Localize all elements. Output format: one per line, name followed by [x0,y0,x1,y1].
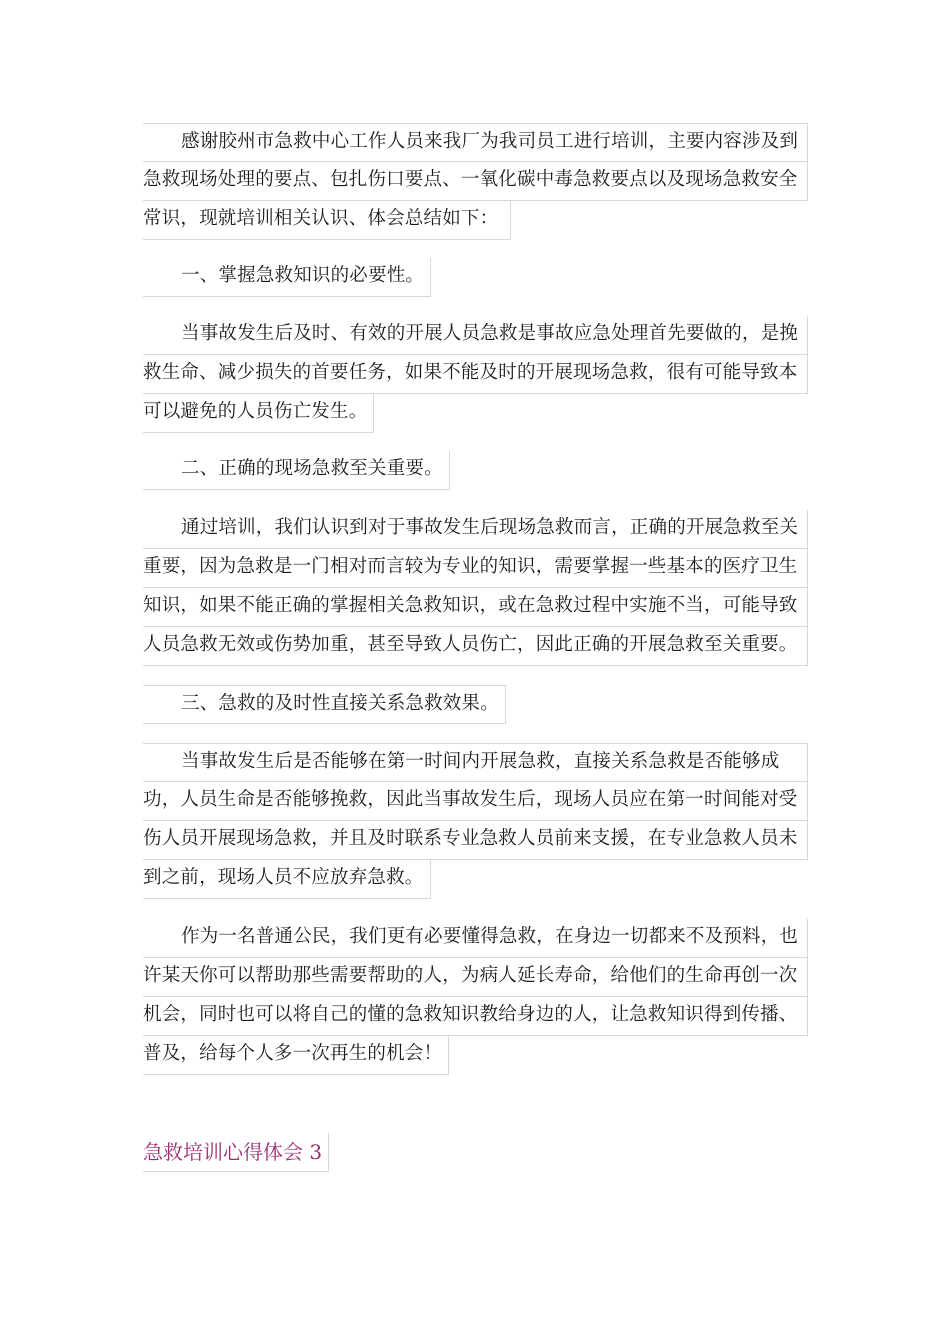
paragraph-timeliness [143,743,808,899]
intro-paragraph [143,123,808,240]
paragraph-line: 机会，同时也可以将自己的懂的急救知识教给身边的人，让急救知识得到传播、 [143,997,808,1036]
heading-line: 三、急救的及时性直接关系急救效果。 [143,685,506,724]
paragraph-line: 人员急救无效或伤势加重，甚至导致人员伤亡，因此正确的开展急救至关重要。 [143,627,808,666]
paragraph-line: 作为一名普通公民，我们更有必要懂得急救，在身边一切都来不及预料，也 [143,919,808,958]
paragraph-line: 可以避免的人员伤亡发生。 [143,394,374,433]
section-heading-3 [143,685,808,724]
paragraph-line: 重要，因为急救是一门相对而言较为专业的知识，需要掌握一些基本的医疗卫生 [143,549,808,588]
paragraph-line: 伤人员开展现场急救，并且及时联系专业急救人员前来支援，在专业急救人员未 [143,821,808,860]
section-heading-1 [143,258,808,297]
paragraph-line: 当事故发生后及时、有效的开展人员急救是事故应急处理首先要做的，是挽 [143,316,808,355]
paragraph-citizen [143,919,808,1075]
heading-line: 一、掌握急救知识的必要性。 [143,258,431,297]
paragraph-line: 通过培训，我们认识到对于事故发生后现场急救而言，正确的开展急救至关 [143,510,808,549]
paragraph-line: 当事故发生后是否能够在第一时间内开展急救，直接关系急救是否能够成 [143,743,808,782]
section-heading-2 [143,451,808,490]
paragraph-correctness [143,510,808,666]
paragraph-line: 许某天你可以帮助那些需要帮助的人，为病人延长寿命，给他们的生命再创一次 [143,958,808,997]
paragraph-necessity [143,316,808,433]
paragraph-line: 普及，给每个人多一次再生的机会！ [143,1036,449,1075]
paragraph-line: 功，人员生命是否能够挽救，因此当事故发生后，现场人员应在第一时间能对受 [143,782,808,821]
paragraph-line: 知识，如果不能正确的掌握相关急救知识，或在急救过程中实施不当，可能导致 [143,588,808,627]
paragraph-line: 救生命、减少损失的首要任务，如果不能及时的开展现场急救，很有可能导致本 [143,355,808,394]
paragraph-line: 到之前，现场人员不应放弃急救。 [143,860,431,899]
section-title: 急救培训心得体会 3 [143,1133,329,1172]
paragraph-line: 感谢胶州市急救中心工作人员来我厂为我司员工进行培训，主要内容涉及到 [143,123,808,162]
heading-line: 二、正确的现场急救至关重要。 [143,451,450,490]
paragraph-line: 常识，现就培训相关认识、体会总结如下： [143,201,511,240]
paragraph-line: 急救现场处理的要点、包扎伤口要点、一氧化碳中毒急救要点以及现场急救安全 [143,162,808,201]
